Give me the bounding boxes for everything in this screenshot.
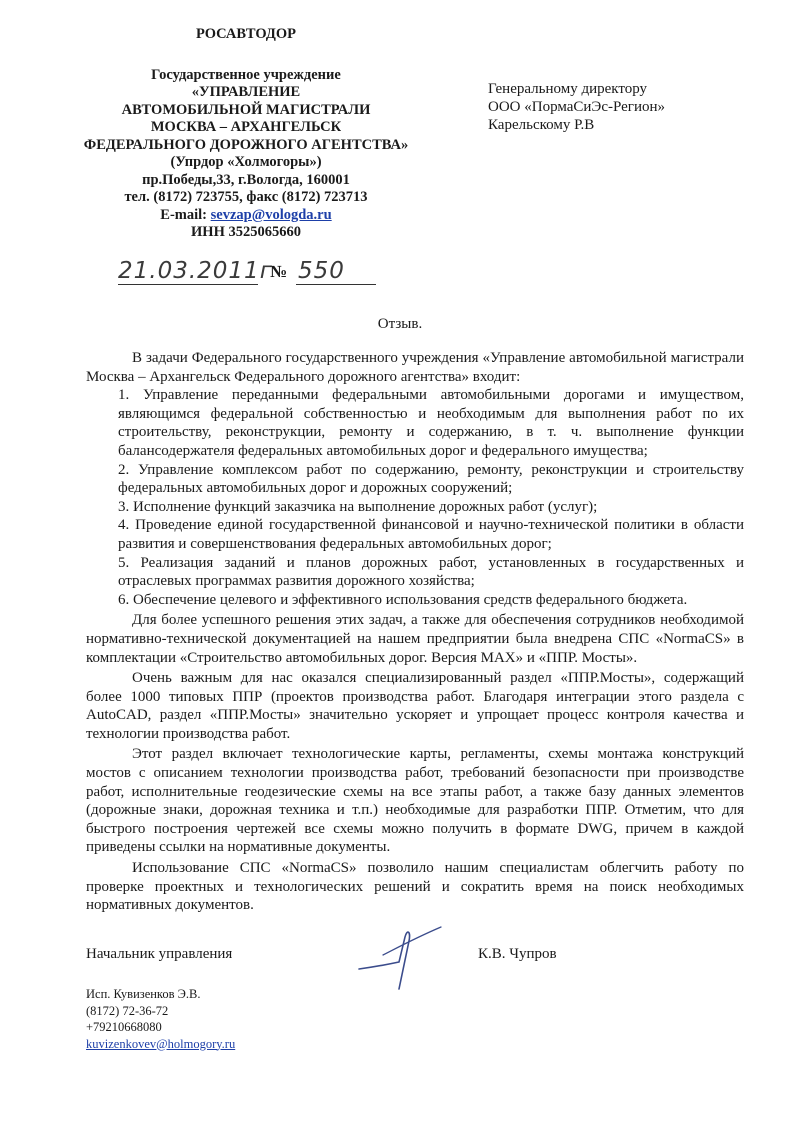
- signer-position: Начальник управления: [86, 946, 233, 962]
- executor-email-link[interactable]: kuvizenkovev@holmogory.ru: [86, 1036, 236, 1051]
- email-label: E-mail:: [160, 206, 208, 223]
- org-line: «УПРАВЛЕНИЕ: [191, 84, 301, 100]
- org-line: ФЕДЕРАЛЬНОГО ДОРОЖНОГО АГЕНТСТВА»: [83, 136, 409, 153]
- addressee-block: [488, 80, 665, 134]
- executor-block: [86, 986, 235, 1052]
- addressee-line: Генеральному директору: [488, 81, 648, 97]
- body-paragraph: Для более успешного решения этих задач, а также для обеспечения сотрудников необходимой нормативно-технической документацией на нашем предприятии была внедрена СПС «NormaCS» в комплектации «Строительство автомобильных дорог. Версия MAX» и «ППР. Мосты».: [86, 612, 744, 666]
- body-paragraph: Очень важным для нас оказался специализированный раздел «ППР.Мосты», содержащий более 1000 типовых ППР (проектов производства работ. Благодаря интеграции этого раздела с AutoCAD, раздел «ППР.Мосты» значительно ускоряет и упрощает процесс контроля качества и технологии производства работ.: [86, 670, 744, 742]
- org-email-line: [60, 207, 432, 225]
- number-sign: №: [270, 262, 288, 281]
- body-paragraph: Этот раздел включает технологические карты, регламенты, схемы монтажа конструкций мостов с описанием технологии производства работ, требований безопасности при производстве работ, исполнительные геодезические схемы на все этапы работ, а также базу данных элементов (дорожные знаки, дорожная техника и т.п.) необходимые для разработки ППР. Отметим, что для быстрого построения чертежей все схемы можно получить в формате DWG, причем в каждой приведены ссылки на нормативные документы.: [86, 746, 744, 856]
- number-underline: [296, 284, 376, 285]
- letter-body: [86, 349, 744, 915]
- addressee-line: Карельскому Р.В: [488, 117, 595, 133]
- org-line: АВТОМОБИЛЬНОЙ МАГИСТРАЛИ: [121, 101, 371, 118]
- org-inn: ИНН 3525065660: [191, 224, 301, 240]
- org-email-link[interactable]: sevzap@vologda.ru: [210, 206, 332, 223]
- letterhead: [60, 26, 432, 242]
- document-title: Отзыв.: [377, 316, 423, 332]
- executor-mobile: +79210668080: [86, 1020, 162, 1034]
- task-item: 3. Исполнение функций заказчика на выполнение дорожных работ (услуг);: [118, 498, 598, 515]
- intro-paragraph: В задачи Федерального государственного учреждения «Управление автомобильной магистрали Москва – Архангельск Федерального дорожного агентства» входит:: [86, 350, 744, 385]
- executor-name: Исп. Кувизенков Э.В.: [86, 987, 201, 1001]
- task-item: 2. Управление комплексом работ по содержанию, ремонту, реконструкции и строительству федеральных автомобильных дорог и дорожных сооружений;: [118, 461, 744, 497]
- org-line: (Упрдор «Холмогоры»): [170, 154, 322, 170]
- executor-phone: (8172) 72-36-72: [86, 1003, 169, 1018]
- registration-line: [118, 258, 418, 290]
- org-line: Государственное учреждение: [151, 66, 341, 83]
- task-item: 1. Управление переданными федеральными автомобильными дорогами и имуществом, являющимся федеральной собственностью и необходимым для выполнения работ по их строительству, реконструкции, ремонту и содержанию, в т. ч. выполнение функции балансодержателя федеральных автомобильных дорог и федерального имущества;: [118, 387, 744, 459]
- task-item: 4. Проведение единой государственной финансовой и научно-технической политики в области развития и совершенствования федеральных автомобильных дорог;: [118, 517, 744, 552]
- signer-name: К.В. Чупров: [478, 946, 557, 962]
- org-phone: тел. (8172) 723755, факс (8172) 723713: [124, 189, 368, 205]
- addressee-line: ООО «ПормаСиЭс-Регион»: [488, 99, 665, 115]
- agency-name: РОСАВТОДОР: [195, 26, 297, 42]
- date-underline: [118, 284, 258, 285]
- letter-number: 550: [298, 258, 345, 284]
- body-paragraph: Использование СПС «NormaCS» позволило нашим специалистам облегчить работу по проверке проектных и технологических решений и сократить время на поиск необходимых нормативных документов.: [86, 860, 744, 914]
- task-item: 6. Обеспечение целевого и эффективного использования средств федерального бюджета.: [118, 591, 688, 608]
- signature-line: [86, 946, 746, 970]
- task-item: 5. Реализация заданий и планов дорожных работ, установленных в государственных и отраслевых программах развития дорожного хозяйства;: [118, 554, 744, 590]
- org-address: пр.Победы,33, г.Вологда, 160001: [142, 171, 350, 188]
- letter-date: 21.03.2011г: [118, 258, 273, 284]
- org-line: МОСКВА – АРХАНГЕЛЬСК: [150, 119, 342, 135]
